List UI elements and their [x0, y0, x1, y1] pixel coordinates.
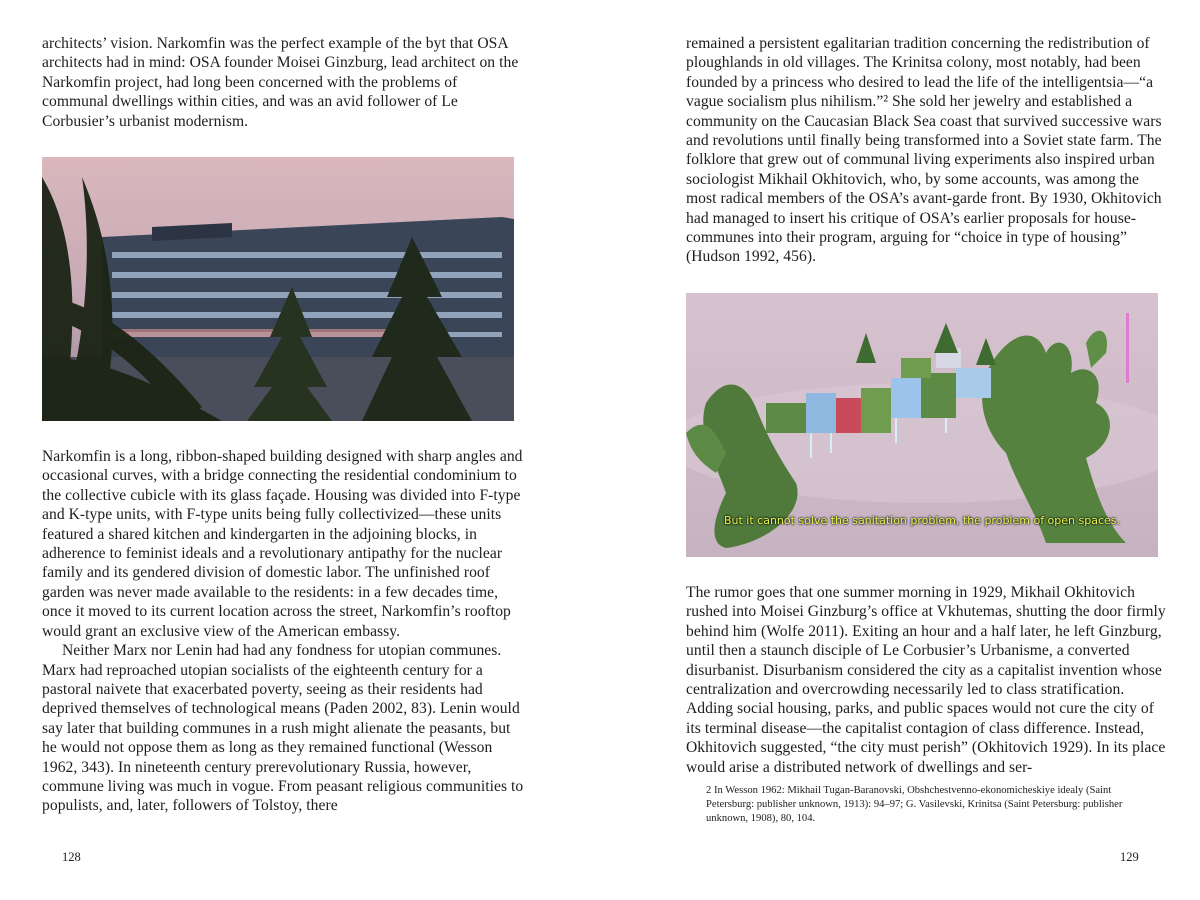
floating-village-image: [686, 293, 1158, 557]
image-subtitle: But it cannot solve the sanitation problem, the problem of open spaces.: [723, 513, 1121, 527]
left-page: [42, 34, 526, 816]
right-page: [686, 34, 1170, 777]
narkomfin-illustration: [42, 157, 514, 421]
page-number-left: 128: [62, 850, 81, 864]
right-paragraph-1: remained a persistent egalitarian tradition concerning the redistribution of ploughlands in old villages. The Krinitsa colony, most notably, had been founded by a princess who desired to lead the life of the intelligentsia—“a vague socialism plus nihilism.”² She sold her jewelry and established a community on the Caucasian Black Sea coast that survived successive wars and revolutions until finally being transformed into a Soviet state farm. The folklore that grew out of communal living experiments also inspired urban sociologist Mikhail Okhitovich, who, by some accounts, was among the most radical members of the OSA’s avant-garde front. By 1930, Okhitovich had managed to insert his critique of OSA’s earlier proposals for house-communes into their program, arguing for “choice in type of housing” (Hudson 1992, 456).: [686, 35, 1162, 266]
footnote-2: 2 In Wesson 1962: Mikhail Tugan-Baranovski, Obshchestvenno-ekonomicheskiye idealy (Saint Petersburg: publisher unknown, 1913): 94–97; G. Vasilevski, Krinitsa (Saint Petersburg: publisher unknown, 1908), 80, 104.: [706, 785, 1123, 825]
narkomfin-render-image: [42, 157, 514, 421]
left-paragraph-2: Narkomfin is a long, ribbon-shaped building designed with sharp angles and occasional curves, with a bridge connecting the residential condominium to the collective cubicle with its glass façade. Housing was divided into F-type and K-type units, with F-type units being fully collectivized—these units featured a shared kitchen and kindergarten in the adjoining blocks, in adherence to feminist ideals and a revolutionary antipathy for the nuclear family and its gendered division of domestic labor. The unfinished roof garden was never made available to the residents: in a few decades time, once it moved to its current location across the street, Narkomfin’s rooftop would grant an exclusive view of the American embassy.: [42, 448, 523, 640]
right-paragraph-2: The rumor goes that one summer morning in 1929, Mikhail Okhitovich rushed into Moisei Ginzburg’s office at Vkhutemas, shutting the door firmly behind him (Wolfe 2011). Exiting an hour and a half later, he left Ginzburg, until then a staunch disciple of Le Corbusier’s Urbanisme, a converted disurbanist. Disurbanism considered the city as a capitalist invention whose centralization and overcrowding necessarily led to class stratification. Adding social housing, parks, and public spaces would not cure the city of its terminal disease—the capitalist contagion of class difference. Instead, Okhitovich suggested, “the city must perish” (Okhitovich 1929). In its place would arise a distributed network of dwellings and ser-: [686, 583, 1166, 776]
left-paragraph-3: Neither Marx nor Lenin had had any fondness for utopian communes. Marx had reproached utopian socialists of the eighteenth century for a pastoral naivete that exacerbated poverty, seeing as their residents had deprived themselves of technological means (Paden 2002, 83). Lenin would say later that building communes in a rush might alienate the peasants, but he would not oppose them as long as they remained functional (Wesson 1962, 343). In nineteenth century prerevolutionary Russia, however, commune living was much in vogue. From peasant religious communities to populists, and, later, followers of Tolstoy, there: [42, 642, 524, 815]
left-paragraph-1: architects’ vision. Narkomfin was the perfect example of the byt that OSA architects had in mind: OSA founder Moisei Ginzburg, lead architect on the Narkomfin project, had long been concerned with the problems of communal dwellings within cities, and was an avid follower of Le Corbusier’s urbanist modernism.: [42, 35, 519, 130]
page-number-right: 129: [1120, 850, 1139, 864]
